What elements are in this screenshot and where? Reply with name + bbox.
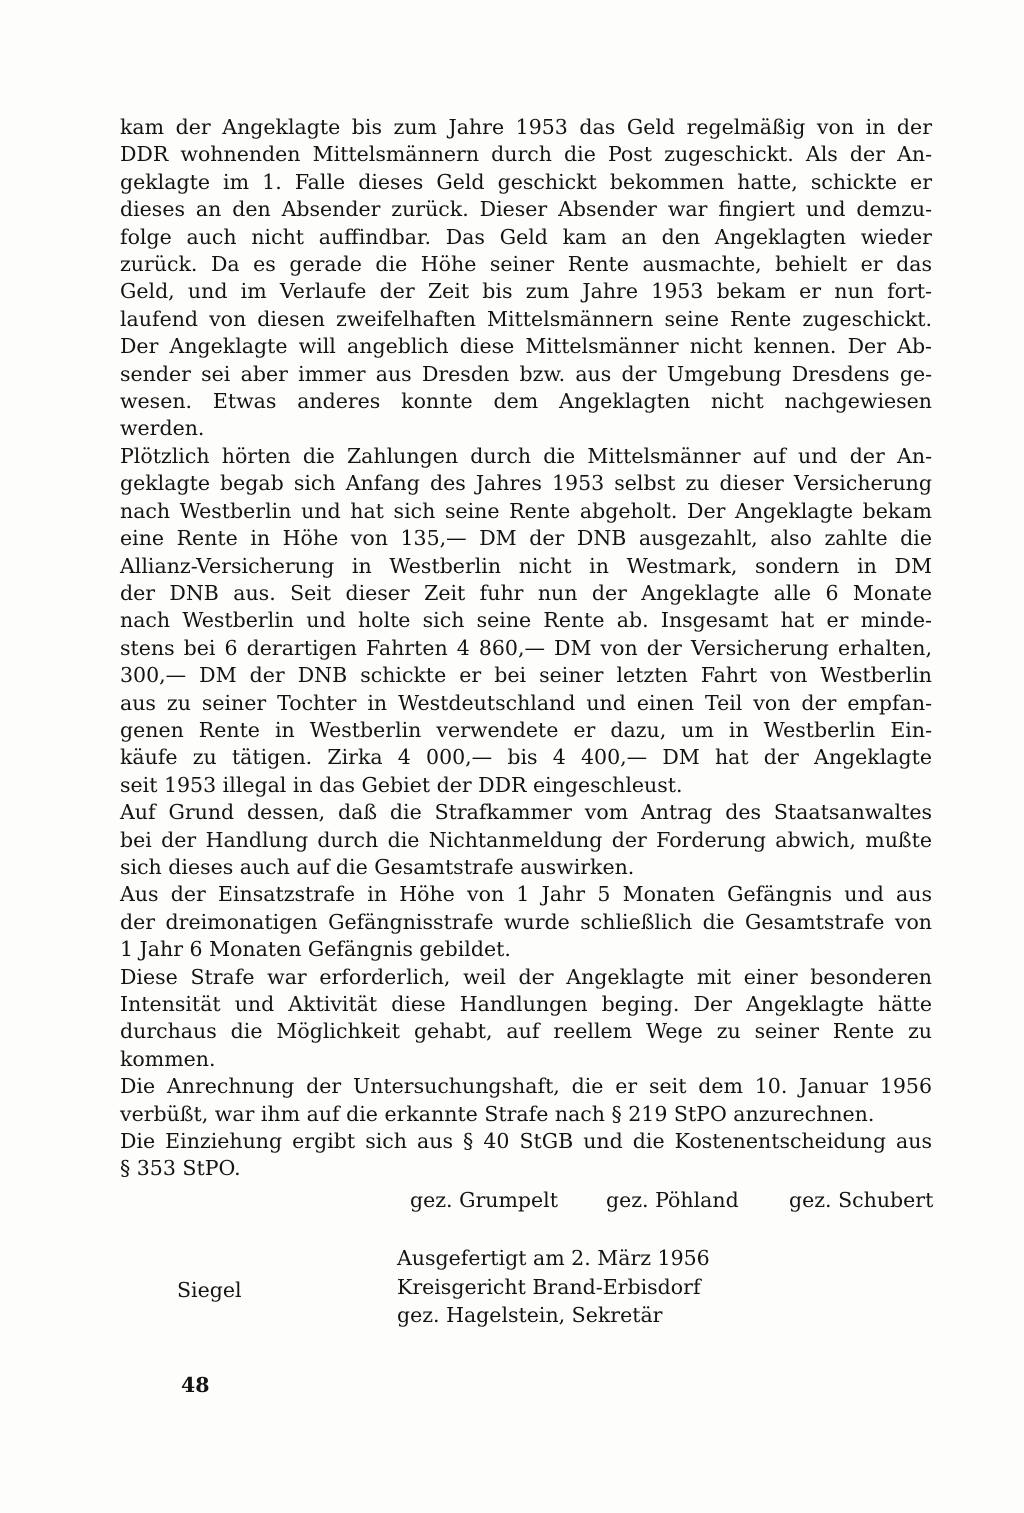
text-line: aus zu seiner Tochter in Westdeutschland und einen Teil von der empfan- [120,690,932,715]
page-number: 48 [181,1373,210,1397]
text-line: dieses an den Absender zurück. Dieser Absender war fingiert und demzu- [120,197,932,222]
paragraph [120,964,932,1074]
text-line: DDR wohnenden Mittelsmännern durch die Post zugeschickt. Als der An- [120,142,932,167]
clerk-signature: gez. Hagelstein, Sekretär [397,1303,663,1327]
text-line: wesen. Etwas anderes konnte dem Angeklagten nicht nachgewiesen [120,389,932,414]
text-line: Intensität und Aktivität diese Handlungen beging. Der Angeklagte hätte [120,992,932,1016]
paragraph [120,799,932,881]
text-line: Die Einziehung ergibt sich aus § 40 StGB und die Kostenentscheidung aus [120,1129,932,1154]
text-line: nach Westberlin und holte sich seine Rente ab. Insgesamt hat er minde- [120,608,932,633]
text-line: verbüßt, war ihm auf die erkannte Strafe nach § 219 StPO anzurechnen. [120,1101,875,1126]
text-line: Die Anrechnung der Untersuchungshaft, die er seit dem 10. Januar 1956 [120,1074,932,1099]
text-line: § 353 StPO. [120,1156,241,1181]
signature-grumpelt: gez. Grumpelt [410,1188,558,1212]
paragraph [120,881,932,963]
signature-schubert: gez. Schubert [789,1188,934,1212]
paragraph [120,1128,932,1183]
body-text [120,114,932,1183]
text-line: sich dieses auch auf die Gesamtstrafe auswirken. [120,854,635,879]
execution-block [397,1244,710,1330]
text-line: seit 1953 illegal in das Gebiet der DDR eingeschleust. [120,772,683,797]
text-line: geklagte im 1. Falle dieses Geld geschickt bekommen hatte, schickte er [120,169,932,194]
text-line: folge auch nicht auffindbar. Das Geld kam an den Angeklagten wieder [120,224,932,249]
text-line: 1 Jahr 6 Monaten Gefängnis gebildet. [120,937,511,962]
text-line: kam der Angeklagte bis zum Jahre 1953 das Geld regelmäßig von in der [120,115,932,139]
seal-label: Siegel [177,1278,242,1302]
text-line: eine Rente in Höhe von 135,— DM der DNB ausgezahlt, also zahlte die [120,526,932,551]
text-line: werden. [120,416,205,441]
text-line: laufend von diesen zweifelhaften Mittelsmännern seine Rente zugeschickt. [120,306,932,331]
execution-date: Ausgefertigt am 2. März 1956 [397,1246,710,1270]
court-name: Kreisgericht Brand-Erbisdorf [397,1274,701,1299]
text-line: Plötzlich hörten die Zahlungen durch die Mittelsmänner auf und der An- [120,443,932,468]
text-line: geklagte begab sich Anfang des Jahres 1953 selbst zu dieser Versicherung [120,471,932,496]
text-line: Auf Grund dessen, daß die Strafkammer vom Antrag des Staatsanwaltes [120,800,932,825]
text-line: käufe zu tätigen. Zirka 4 000,— bis 4 400,— DM hat der Angeklagte [120,745,932,770]
paragraph [120,1073,932,1128]
text-line: zurück. Da es gerade die Höhe seiner Rente ausmachte, behielt er das [120,252,932,277]
text-line: der dreimonatigen Gefängnisstrafe wurde schließlich die Gesamtstrafe von [120,909,932,934]
text-line: bei der Handlung durch die Nichtanmeldung der Forderung abwich, mußte [120,827,932,852]
text-line: sender sei aber immer aus Dresden bzw. aus der Umgebung Dresdens ge- [120,361,932,386]
text-line: stens bei 6 derartigen Fahrten 4 860,— DM von der Versicherung erhalten, [120,635,932,660]
text-line: kommen. [120,1046,216,1071]
text-line: Geld, und im Verlaufe der Zeit bis zum Jahre 1953 bekam er nun fort- [120,279,932,304]
text-line: 300,— DM der DNB schickte er bei seiner letzten Fahrt von Westberlin [120,663,932,688]
text-line: Aus der Einsatzstrafe in Höhe von 1 Jahr 5 Monaten Gefängnis und aus [120,882,932,907]
text-line: Der Angeklagte will angeblich diese Mittelsmänner nicht kennen. Der Ab- [120,334,932,359]
text-line: nach Westberlin und hat sich seine Rente abgeholt. Der Angeklagte bekam [120,498,932,523]
text-line: der DNB aus. Seit dieser Zeit fuhr nun der Angeklagte alle 6 Monate [120,580,932,605]
paragraph [120,114,932,443]
text-line: Diese Strafe war erforderlich, weil der Angeklagte mit einer besonderen [120,964,932,989]
paragraph [120,443,932,799]
signature-poehland: gez. Pöhland [606,1188,739,1212]
text-line: durchaus die Möglichkeit gehabt, auf reellem Wege zu seiner Rente zu [120,1019,932,1044]
text-line: genen Rente in Westberlin verwendete er dazu, um in Westberlin Ein- [120,717,932,742]
text-line: Allianz-Versicherung in Westberlin nicht in Westmark, sondern in DM [120,553,932,578]
